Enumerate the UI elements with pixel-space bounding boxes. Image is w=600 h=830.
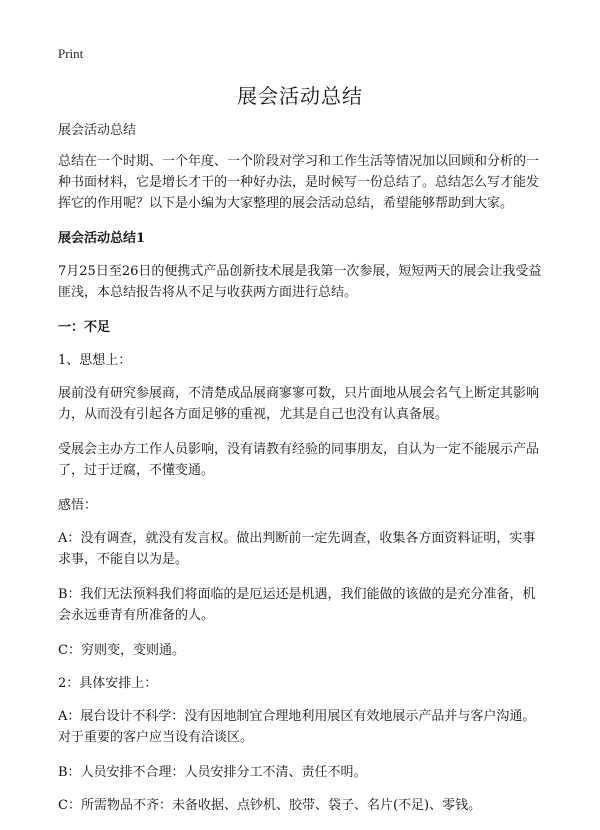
section-heading: 展会活动总结1	[58, 231, 146, 246]
item-paragraph: 受展会主办方工作人员影响，没有请教有经验的同事朋友，自认为一定不能展示产品了，过于迂腐，不懂变通。	[58, 442, 540, 478]
plan-item: A：展台设计不科学：没有因地制宜合理地利用展区有效地展示产品并与客户沟通。对于重要的客户应当设有洽谈区。	[58, 709, 536, 745]
section-paragraph: 7月25日至26日的便携式产品创新技术展是我第一次参展，短短两天的展会让我受益匪浅，本总结报告将从不足与收获两方面进行总结。	[58, 264, 542, 300]
plan-item: C：所需物品不齐：未备收据、点钞机、胶带、袋子、名片(不足)、零钱。	[58, 798, 482, 813]
feeling-item: B：我们无法预料我们将面临的是厄运还是机遇，我们能做的该做的是充分准备，机会永远垂青有所准备的人。	[58, 587, 536, 623]
article-body	[58, 120, 548, 830]
page-title: 展会活动总结	[237, 84, 363, 108]
feelings-label: 感悟：	[58, 498, 98, 513]
item-heading: 1、思想上：	[58, 353, 132, 368]
article-subtitle: 展会活动总结	[58, 123, 137, 138]
feeling-item: A：没有调查，就没有发言权。做出判断前一定先调查，收集各方面资料证明，实事求事，不能自以为是。	[58, 531, 536, 567]
print-link[interactable]: Print	[58, 46, 84, 61]
intro-paragraph: 总结在一个时期、一个年度、一个阶段对学习和工作生活等情况加以回顾和分析的一种书面材料，它是增长才干的一种好办法，是时候写一份总结了。总结怎么写才能发挥它的作用呢？以下是小编为大家整理的展会活动总结，希望能够帮助到大家。	[58, 154, 540, 211]
item-heading: 2：具体安排上：	[58, 676, 158, 691]
plan-item: B：人员安排不合理：人员安排分工不清、责任不明。	[58, 765, 367, 780]
feeling-item: C：穷则变，变则通。	[58, 643, 185, 658]
part-heading: 一：不足	[58, 320, 111, 335]
item-paragraph: 展前没有研究参展商，不清楚成品展商寥寥可数，只片面地从展会名气上断定其影响力，从而没有引起各方面足够的重视，尤其是自己也没有认真备展。	[58, 386, 540, 422]
